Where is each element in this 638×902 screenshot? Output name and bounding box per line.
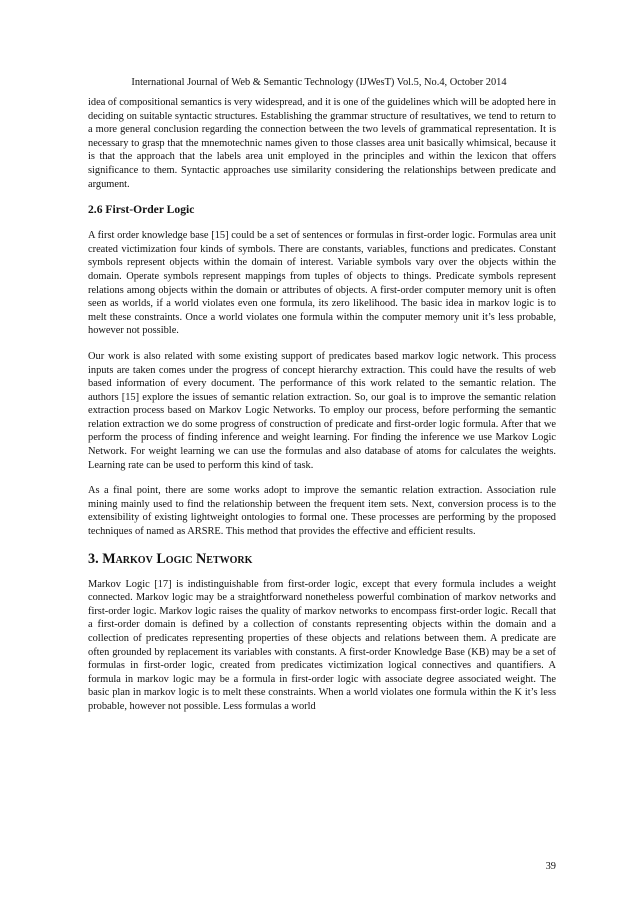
paragraph-first-order-logic-2: Our work is also related with some existing support of predicates based markov logic network. This process inputs are taken comes under the progress of concept hierarchy extraction. This could have the results of web based information of every document. The performance of this work related to the semantic relation. The authors [15] explore the issues of semantic relation extraction. So, our goal is to improve the semantic relation extraction process based on Markov Logic Networks. To employ our process, before performing the semantic relation extraction we do some progress of construction of predicate and first-order logic formula. After that we perform the process of finding inference and weight learning. For finding the inference we use Markov Logic Network. For weight learning we can use the formulas and also database of atoms for calculates the weights. Learning rate can be used to perform this kind of task. bbox=[88, 350, 556, 471]
page-body bbox=[88, 96, 556, 726]
paragraph-first-order-logic-1: A first order knowledge base [15] could be a set of sentences or formulas in first-order logic. Formulas area unit created victimization four kinds of symbols. There are constants, variables, functions and predicates. Constant symbols represent objects within the domain of interest. Variable symbols vary over the objects within the domain. Operate symbols represent mappings from tuples of objects to things. Predicate symbols represent relations among objects within the domain or attributes of objects. A first-order computer memory unit is often seen as worlds, if a world violates even one formula, its zero likelihood. The basic idea in markov logic is to melt these constraints. Once a world violates one formula within the computer memory unit it’s less probable, however not possible. bbox=[88, 230, 556, 337]
section-heading-2-6: 2.6 First-Order Logic bbox=[88, 203, 195, 217]
paragraph-first-order-logic-3: As a final point, there are some works adopt to improve the semantic relation extraction. Association rule mining mainly used to find the relationship between the frequent item sets. Next, conversion process is to the extensibility of existing lightweight ontologies to formal one. These processes are performing by the proposed techniques of named as ARSRE. This method that provides the effective and efficient results. bbox=[88, 485, 556, 538]
section-heading-3: 3. Markov Logic Network bbox=[88, 550, 253, 567]
paragraph-markov-logic: Markov Logic [17] is indistinguishable from first-order logic, except that every formula includes a weight connected. Markov logic may be a straightforward nonetheless powerful combination of markov networks and first-order logic. Markov logic raises the quality of markov networks to encompass first-order logic. Recall that a first-order domain is defined by a collection of constants representing objects within the domain and a collection of predicates representing properties of these objects and relations between them. A predicate are often grounded by replacement its variables with constants. A first-order Knowledge Base (KB) may be a set of formulas in first-order logic, created from predicates victimization logical connectives and quantifiers. A formula in markov logic may be a formula in first-order logic with associate degree associated weight. The basic plan in markov logic is to melt these constraints. When a world violates one formula within the K it’s less probable, however not possible. Less formulas a world bbox=[88, 578, 556, 712]
paragraph-intro: idea of compositional semantics is very widespread, and it is one of the guidelines which will be adopted here in deciding on suitable syntactic structures. Establishing the grammar structure of resultatives, we tend to return to a more general conclusion regarding the connection between the two levels of grammatical representation. It is necessary to grasp that the mnemotechnic names given to those classes area unit basically whimsical, because it is that the approach that the labels area unit employed in the principles and within the lexicon that offers significance to them. Syntactic approaches use similarity considering the relationships between predicate and argument. bbox=[88, 97, 556, 190]
page-number: 39 bbox=[545, 861, 556, 872]
running-header: International Journal of Web & Semantic Technology (IJWesT) Vol.5, No.4, October 2014 bbox=[131, 77, 507, 88]
